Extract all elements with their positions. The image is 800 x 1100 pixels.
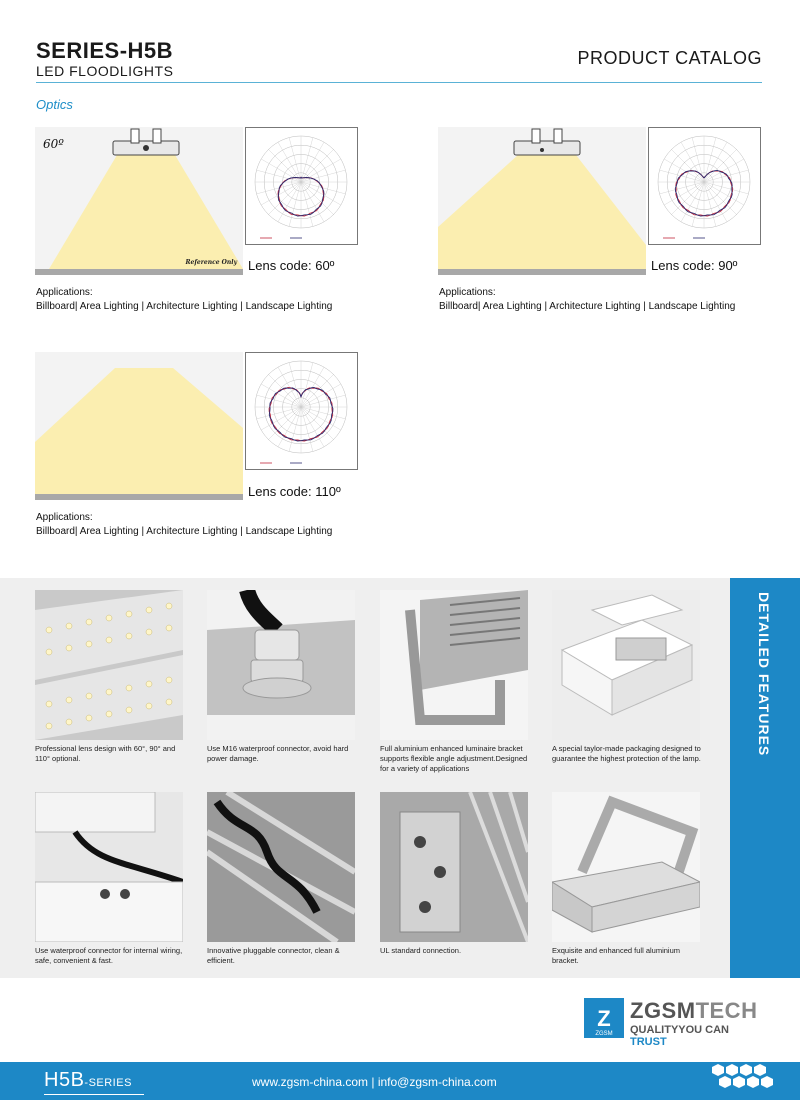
polar-diagram-60 — [245, 127, 358, 245]
aluminium-bracket-image — [552, 792, 700, 942]
beam-panel-90 — [438, 127, 646, 275]
applications-label: Applications: — [36, 287, 93, 298]
features-side-title: DETAILED FEATURES — [756, 592, 772, 757]
polar-curve-60 — [246, 128, 357, 244]
beam-110-illustration — [35, 352, 243, 500]
polar-diagram-90 — [648, 127, 761, 245]
beam-angle-label: 60º — [43, 137, 64, 151]
feature-caption-5: Use waterproof connector for internal wiring, safe, convenient & fast. — [35, 946, 183, 965]
feature-caption-4: A special taylor-made packaging designed to guarantee the highest protection of the lamp. — [552, 744, 701, 763]
floor-line — [438, 269, 646, 275]
logo-wordmark: ZGSMTECH — [630, 998, 758, 1023]
optics-section-label: Optics — [36, 97, 73, 112]
ul-connection-image — [380, 792, 528, 942]
lens-code-110: Lens code: 110º — [248, 484, 341, 499]
footer-underline — [44, 1094, 144, 1095]
logo-tagline: QUALITYYOU CAN TRUST — [630, 1024, 730, 1048]
lens-code-90: Lens code: 90º — [651, 258, 738, 273]
page-subtitle: LED FLOODLIGHTS — [36, 63, 174, 79]
applications-110 — [36, 511, 332, 539]
feature-caption-6: Innovative pluggable connector, clean & efficient. — [207, 946, 340, 965]
features-side-bar — [730, 578, 800, 978]
footer-contact[interactable]: www.zgsm-china.com | info@zgsm-china.com — [252, 1075, 497, 1089]
applications-list: Billboard| Area Lighting | Architecture Lighting | Landscape Lighting — [439, 301, 736, 312]
header-divider — [36, 82, 762, 83]
reference-note: Reference Only — [185, 259, 237, 266]
feature-caption-8: Exquisite and enhanced full aluminium bracket. — [552, 946, 680, 965]
beam-60-illustration — [35, 127, 243, 275]
polar-diagram-110 — [245, 352, 358, 470]
polar-curve-90 — [649, 128, 760, 244]
hexagon-pattern-icon — [710, 1064, 790, 1098]
waterproof-connector-image — [207, 590, 355, 740]
svg-text:ZGSM: ZGSM — [595, 1031, 613, 1037]
company-logo — [584, 996, 764, 1046]
led-module-image — [35, 590, 183, 740]
internal-wiring-image — [35, 792, 183, 942]
floor-line — [35, 269, 243, 275]
page-title: SERIES-H5B — [36, 38, 174, 63]
beam-90-illustration — [438, 127, 646, 275]
feature-caption-7: UL standard connection. — [380, 946, 462, 955]
applications-list: Billboard| Area Lighting | Architecture Lighting | Landscape Lighting — [36, 301, 333, 312]
footer-bar — [0, 1062, 800, 1100]
svg-text:Z: Z — [597, 1006, 611, 1031]
feature-caption-1: Professional lens design with 60°, 90° and 110° optional. — [35, 744, 176, 763]
lens-code-60: Lens code: 60º — [248, 258, 335, 273]
applications-60 — [36, 286, 332, 314]
logo-mark — [584, 998, 624, 1038]
feature-caption-3: Full aluminium enhanced luminaire bracket supports flexible angle adjustment.Designed for a variety of applications — [380, 744, 528, 773]
polar-curve-110 — [246, 353, 357, 469]
feature-caption-2: Use M16 waterproof connector, avoid hard power damage. — [207, 744, 349, 763]
applications-90 — [439, 286, 735, 314]
packaging-image — [552, 590, 700, 740]
beam-panel-60 — [35, 127, 243, 275]
bracket-image — [380, 590, 528, 740]
floor-line — [35, 494, 243, 500]
beam-panel-110 — [35, 352, 243, 500]
applications-label: Applications: — [439, 287, 496, 298]
applications-label: Applications: — [36, 512, 93, 523]
catalog-label: PRODUCT CATALOG — [577, 48, 762, 68]
footer-series-label: H5B-SERIES — [44, 1069, 132, 1091]
pluggable-connector-image — [207, 792, 355, 942]
applications-list: Billboard| Area Lighting | Architecture Lighting | Landscape Lighting — [36, 526, 333, 537]
